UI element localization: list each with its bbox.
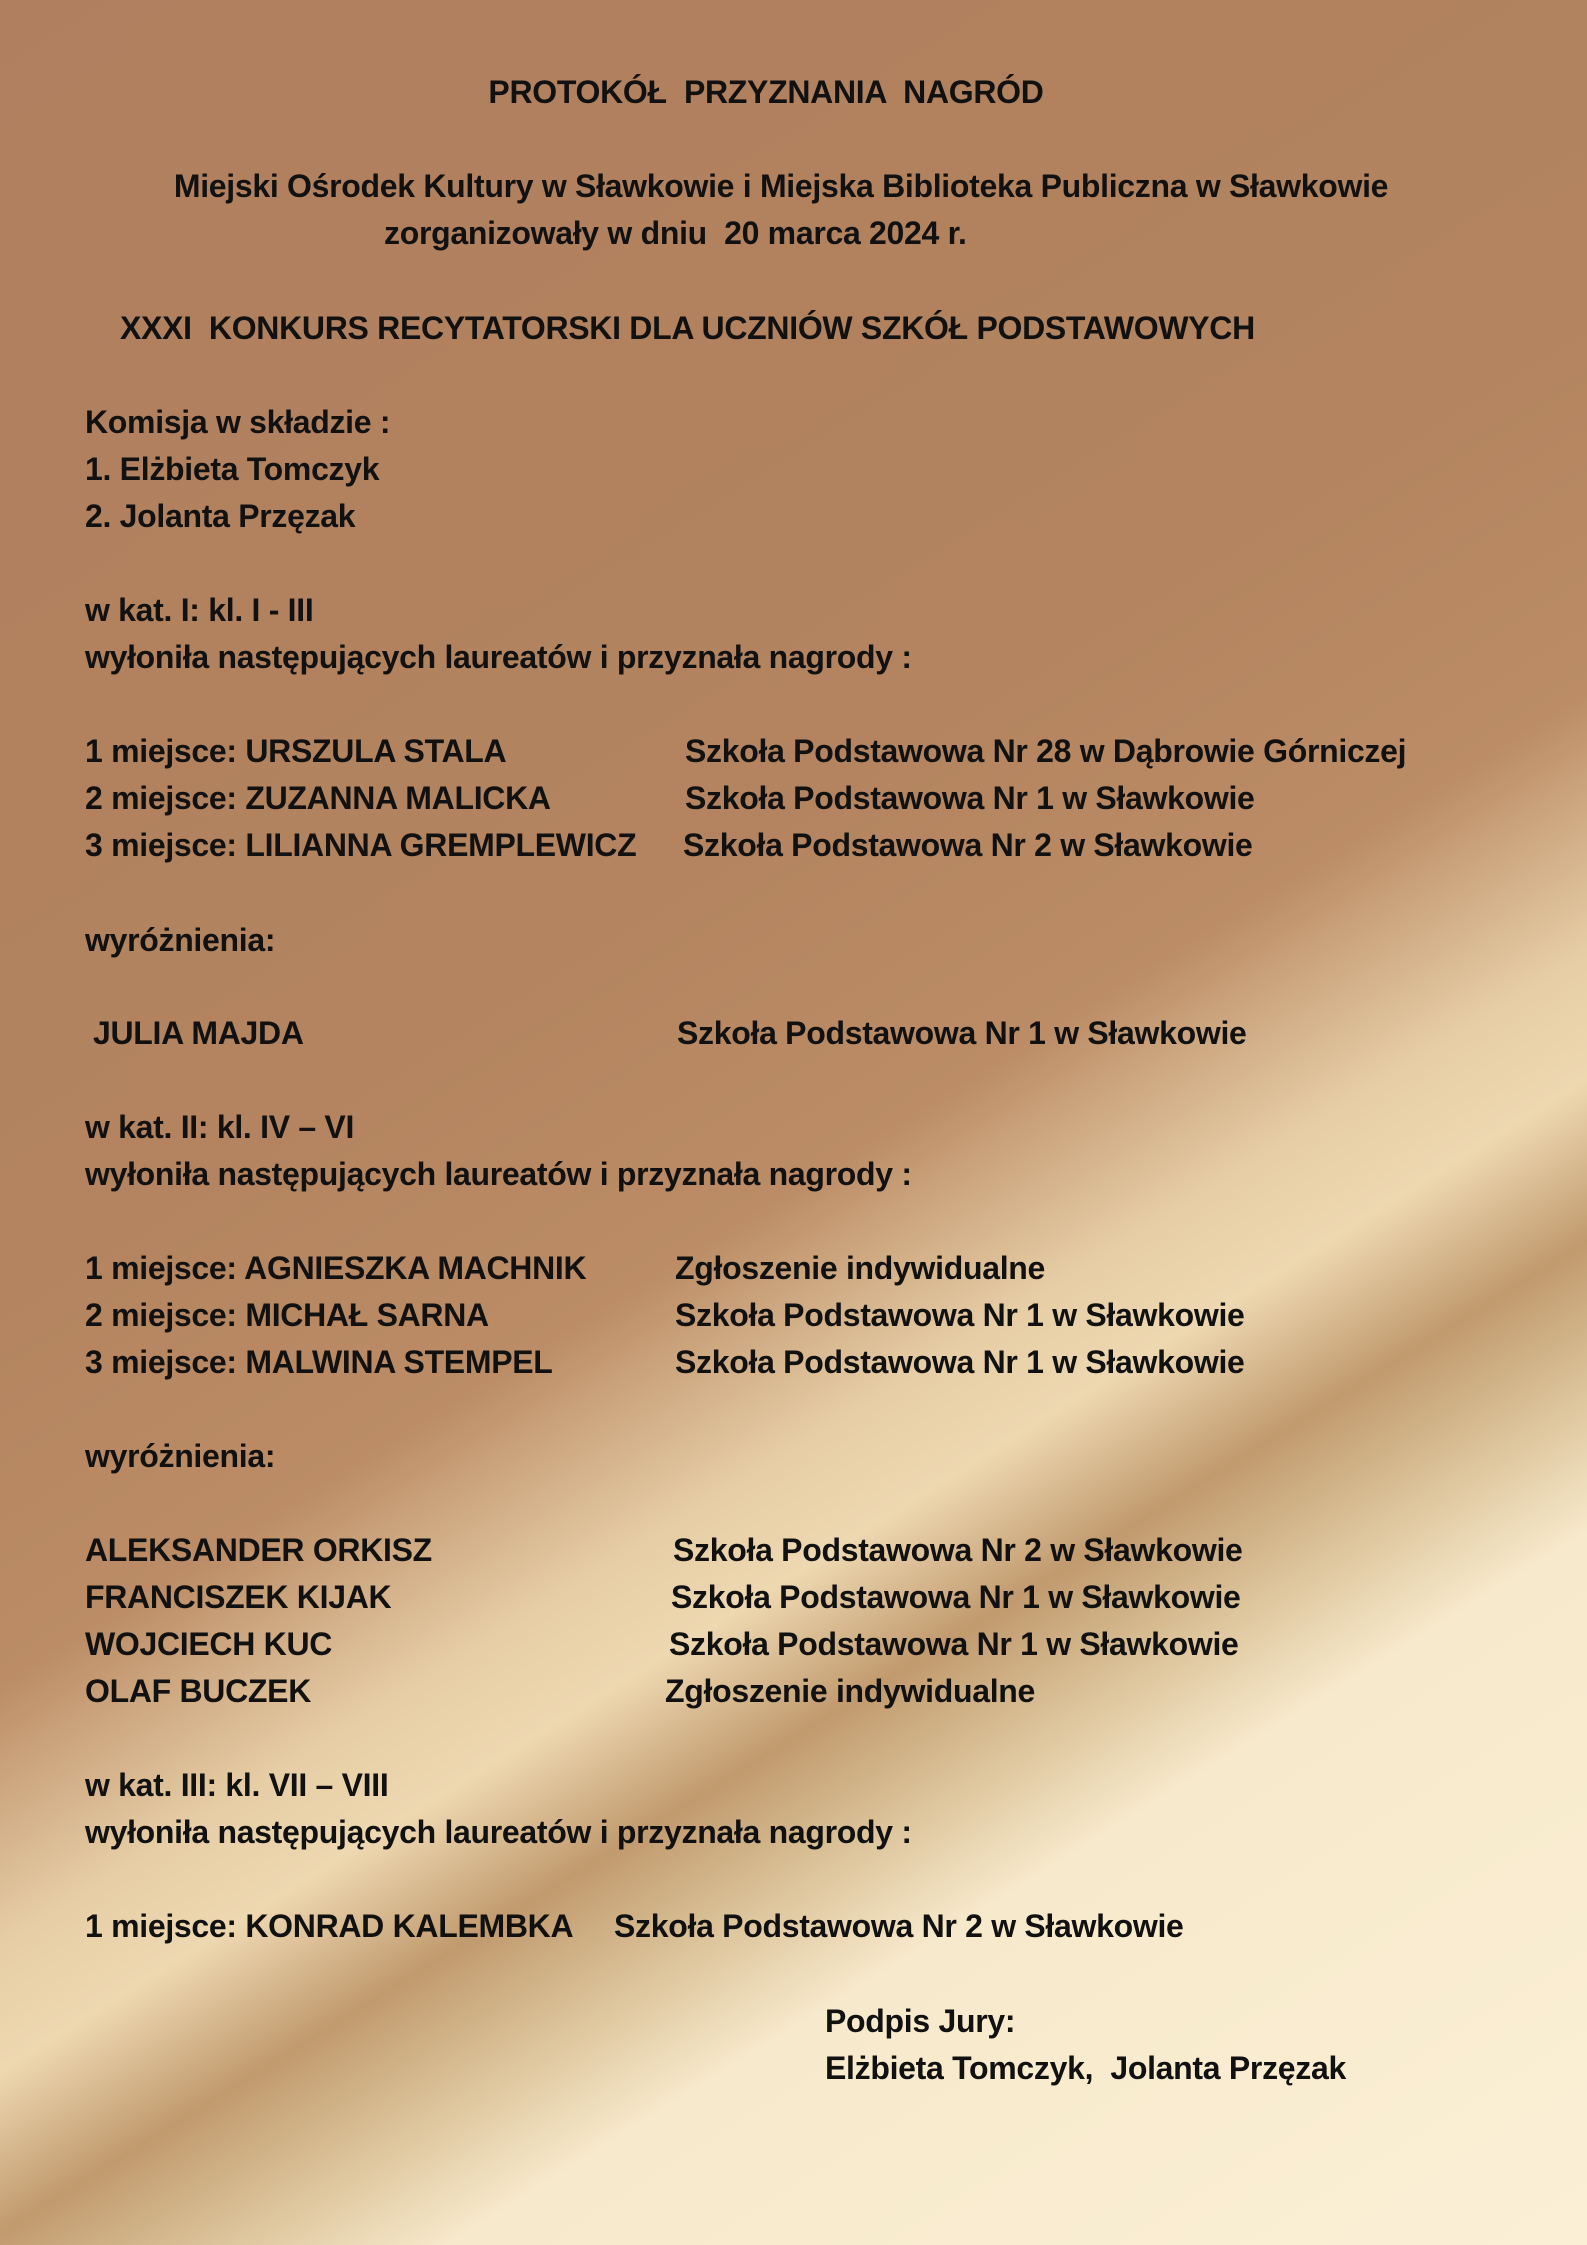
winner-name: 3 miejsce: MALWINA STEMPEL bbox=[85, 1344, 553, 1380]
category-label: w kat. III: kl. VII – VIII bbox=[85, 1767, 389, 1803]
jury-member: 1. Elżbieta Tomczyk bbox=[85, 451, 380, 487]
distinctions-label: wyróżnienia: bbox=[85, 922, 276, 958]
winner-school: Szkoła Podstawowa Nr 28 w Dąbrowie Górniczej bbox=[685, 733, 1407, 769]
winner-name: 1 miejsce: AGNIESZKA MACHNIK bbox=[85, 1250, 587, 1286]
category-intro: wyłoniła następujących laureatów i przyznała nagrody : bbox=[85, 1814, 912, 1850]
distinction-name: OLAF BUCZEK bbox=[85, 1673, 312, 1709]
distinctions-label: wyróżnienia: bbox=[85, 1438, 276, 1474]
category-intro: wyłoniła następujących laureatów i przyznała nagrody : bbox=[85, 639, 912, 675]
intro-line: zorganizowały w dniu 20 marca 2024 r. bbox=[384, 215, 967, 251]
winner-name: 1 miejsce: KONRAD KALEMBKA bbox=[85, 1908, 574, 1944]
category-label: w kat. II: kl. IV – VI bbox=[85, 1109, 355, 1145]
winner-school: Szkoła Podstawowa Nr 1 w Sławkowie bbox=[675, 1297, 1245, 1333]
category-label: w kat. I: kl. I - III bbox=[85, 592, 314, 628]
jury-member: 2. Jolanta Przęzak bbox=[85, 498, 356, 534]
winner-school: Zgłoszenie indywidualne bbox=[675, 1250, 1046, 1286]
contest-name: XXXI KONKURS RECYTATORSKI DLA UCZNIÓW SZKÓŁ PODSTAWOWYCH bbox=[120, 310, 1255, 346]
distinction-name: FRANCISZEK KIJAK bbox=[85, 1579, 392, 1615]
distinction-school: Zgłoszenie indywidualne bbox=[665, 1673, 1036, 1709]
document-title: PROTOKÓŁ PRZYZNANIA NAGRÓD bbox=[488, 74, 1044, 110]
winner-school: Szkoła Podstawowa Nr 2 w Sławkowie bbox=[614, 1908, 1184, 1944]
distinction-name: ALEKSANDER ORKISZ bbox=[85, 1532, 432, 1568]
winner-school: Szkoła Podstawowa Nr 1 w Sławkowie bbox=[675, 1344, 1245, 1380]
winner-name: 1 miejsce: URSZULA STALA bbox=[85, 733, 507, 769]
jury-heading: Komisja w składzie : bbox=[85, 404, 391, 440]
winner-name: 2 miejsce: MICHAŁ SARNA bbox=[85, 1297, 489, 1333]
signature-label: Podpis Jury: bbox=[825, 2003, 1016, 2039]
distinction-school: Szkoła Podstawowa Nr 1 w Sławkowie bbox=[677, 1015, 1247, 1051]
intro-line: Miejski Ośrodek Kultury w Sławkowie i Miejska Biblioteka Publiczna w Sławkowie bbox=[173, 168, 1389, 204]
winner-school: Szkoła Podstawowa Nr 2 w Sławkowie bbox=[683, 827, 1253, 863]
distinction-name: WOJCIECH KUC bbox=[85, 1626, 333, 1662]
distinction-school: Szkoła Podstawowa Nr 1 w Sławkowie bbox=[669, 1626, 1239, 1662]
winner-school: Szkoła Podstawowa Nr 1 w Sławkowie bbox=[685, 780, 1255, 816]
distinction-school: Szkoła Podstawowa Nr 2 w Sławkowie bbox=[673, 1532, 1243, 1568]
winner-name: 2 miejsce: ZUZANNA MALICKA bbox=[85, 780, 551, 816]
signature-names: Elżbieta Tomczyk, Jolanta Przęzak bbox=[825, 2050, 1346, 2086]
distinction-name: JULIA MAJDA bbox=[93, 1015, 304, 1051]
winner-name: 3 miejsce: LILIANNA GREMPLEWICZ bbox=[85, 827, 637, 863]
category-intro: wyłoniła następujących laureatów i przyznała nagrody : bbox=[85, 1156, 912, 1192]
distinction-school: Szkoła Podstawowa Nr 1 w Sławkowie bbox=[671, 1579, 1241, 1615]
